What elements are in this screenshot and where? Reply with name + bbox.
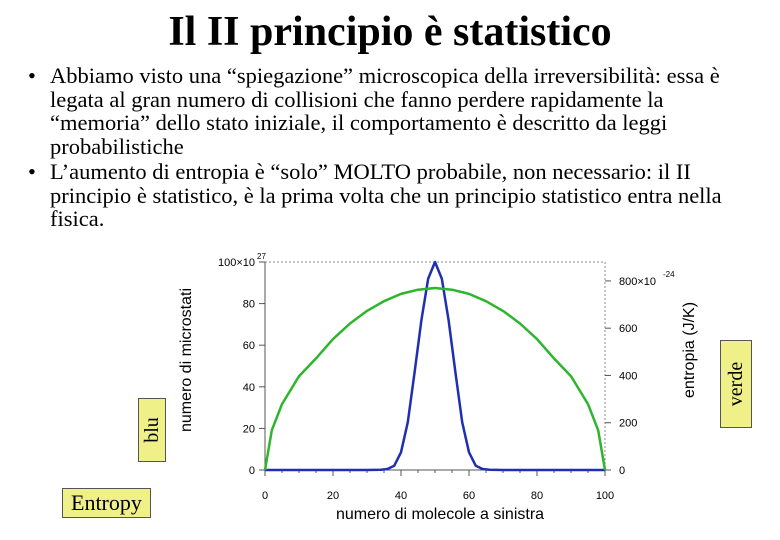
x-tick-label: 60	[462, 490, 476, 502]
slide-title: Il II principio è statistico	[168, 9, 612, 55]
bullet-text: L’aumento di entropia è “solo” MOLTO probabile, non necessario: il II principio è statistico, è la prima volta che un principio statistico entra nella fisica.	[50, 159, 722, 231]
y-left-tick-label: 40	[242, 381, 255, 394]
y-left-tick-label: 0	[248, 465, 255, 477]
y-right-tick-label: 200	[619, 417, 638, 430]
y-axis-right-label: entropia (J/K)	[681, 301, 698, 399]
verde-label	[720, 340, 752, 428]
bullet-dot: •	[28, 63, 36, 88]
y-left-tick-exponent: 27	[257, 252, 266, 261]
y-right-tick-exponent: -24	[663, 269, 675, 279]
y-right-tick-label: 0	[619, 465, 626, 477]
x-tick-label: 0	[261, 490, 269, 502]
y-left-tick-label: 60	[242, 340, 255, 353]
series-line-microstates	[265, 262, 605, 470]
y-left-tick-label: 20	[242, 423, 255, 436]
bullet-text: Abbiamo visto una “spiegazione” microscopica della irreversibilità: essa è legata al gran numero di collisioni che fanno perdere rapidamente la “memoria” dello stato iniziale, il comportamento è descritto da leggi probabilistiche	[50, 63, 720, 159]
entropy-label: Entropy	[62, 488, 151, 518]
y-left-tick-label: 80	[242, 298, 255, 311]
bullet-dot: •	[28, 159, 36, 184]
x-tick-label: 40	[394, 490, 408, 502]
verde-label-text: verde	[725, 361, 747, 407]
series-line-entropy	[265, 288, 605, 470]
y-right-tick-label: 800×10	[619, 275, 657, 288]
x-axis-label: numero di molecole a sinistra	[335, 506, 545, 523]
x-tick-label: 80	[530, 490, 544, 502]
x-tick-label: 20	[326, 490, 340, 502]
x-tick-label: 100	[595, 490, 615, 502]
y-left-tick-label: 100×10	[217, 257, 255, 269]
y-right-tick-label: 600	[619, 323, 638, 336]
blu-label	[138, 398, 166, 462]
y-axis-left-label: numero di microstati	[178, 287, 195, 433]
blu-label-text: blu	[141, 417, 163, 443]
y-right-tick-label: 400	[619, 370, 638, 383]
